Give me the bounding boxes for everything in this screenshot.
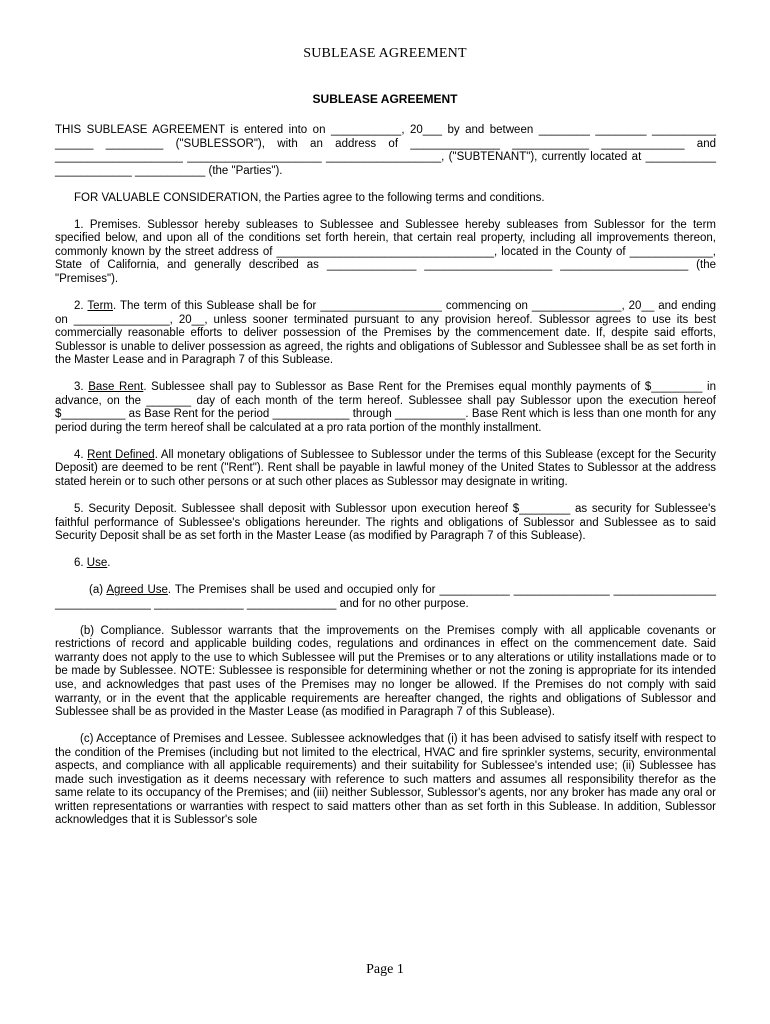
section-2-number: 2. (74, 299, 88, 312)
intro-paragraph: THIS SUBLEASE AGREEMENT is entered into on ___________, 20___ by and between ________ ________ __________ ______ _________ ("SUBLESSOR"), with an address of ______________ ____________ _____________ and ____________________ _____________________ __________________, ("SUBTENANT"), currently located at ___________ ____________ ___________ (the "Parties"). (55, 124, 716, 177)
section-3-heading: Base Rent (88, 381, 144, 394)
section-6-number: 6. (74, 557, 87, 570)
section-3-number: 3. (74, 381, 89, 394)
section-6a-number: (a) (89, 584, 107, 597)
section-1-premises (55, 219, 716, 287)
section-6a-agreed-use (55, 584, 716, 611)
section-4-number: 4. (74, 448, 88, 461)
section-3-base-rent (55, 381, 716, 435)
section-4-rent-defined (55, 449, 716, 490)
section-6a-heading: Agreed Use (106, 584, 168, 597)
running-header: SUBLEASE AGREEMENT (303, 46, 467, 61)
section-2-heading: Term (87, 299, 113, 312)
section-3-text: . Sublessee shall pay to Sublessor as Base Rent for the Premises equal monthly payments of $________ in advance, on the _______ day of each month of the term hereof. Sublessee shall pay Sublessor upon the execution hereof $__________ as Base Rent for the period ____________ through ___________. Base Rent which is less than one month for any period during the term hereof shall be calculated at a pro rata portion of the monthly installment. (55, 381, 716, 434)
section-6b-compliance: (b) Compliance. Sublessor warrants that the improvements on the Premises comply with all applicable covenants or restrictions of record and applicable building codes, regulations and ordinances in effect on the commencement date. Said warranty does not apply to the use to which Sublessee will put the Premises or to any alterations or utility installations made or to be made by Sublessee. NOTE: Sublessee is responsible for determining whether or not the zoning is appropriate for its intended use, and acknowledges that past uses of the Premises may no longer be allowed. If the Premises do not comply with said warranty, or in the event that the applicable requirements are hereafter changed, the rights and obligations of Sublessor and Sublessee shall be as provided in the Master Lease (as modified in Paragraph 7 of this Sublease). (55, 624, 716, 719)
section-2-text: . The term of this Sublease shall be for ___________________ commencing on ______________, 20__ and ending on _______________, 20__, unless sooner terminated pursuant to any provision hereof. Sublessor agrees to use its best commercially reasonable efforts to deliver possession of the Premises by the commencement date. If, despite said efforts, Sublessor is unable to deliver possession as agreed, the rights and obligations of Sublessor and Sublessee shall be as set forth in the Master Lease and in Paragraph 7 of this Sublease. (55, 299, 717, 367)
section-5-text: Sublessee shall deposit with Sublessor upon execution hereof $________ as security for Sublessee's faithful performance of Sublessee's obligations hereunder. The rights and obligations of Sublessor and Sublessee as to said Security Deposit shall be as set forth in the Master Lease (as modified by Paragraph 7 of this Sublease). (55, 503, 717, 543)
section-6c-acceptance: (c) Acceptance of Premises and Lessee. Sublessee acknowledges that (i) it has been advised to satisfy itself with respect to the condition of the Premises (including but not limited to the electrical, HVAC and fire sprinkler systems, security, environmental aspects, and compliance with all applicable requirements) and their suitability for Sublessee's intended use; (ii) Sublessee has made such investigation as it deems necessary with reference to such matters and assumes all responsibility therefor as the same relate to its occupancy of the Premises; and (iii) neither Sublessor, Sublessor's agents, nor any broker has made any oral or written representations or warranties with respect to said matters other than as set forth in this Sublease. In addition, Sublessor acknowledges that it is Sublessor's sole (55, 733, 716, 827)
page-number: Page 1 (366, 962, 404, 977)
section-1-lead: 1. Premises. (74, 218, 148, 231)
section-5-lead: 5. Security Deposit. (74, 503, 182, 516)
section-2-term (55, 300, 716, 368)
section-6-heading: Use (86, 557, 108, 570)
section-4-heading: Rent Defined (87, 448, 155, 461)
section-5-security-deposit (55, 503, 716, 544)
section-1-text: Sublessor hereby subleases to Sublessee and Sublessee hereby subleases from Sublessor for the term specified below, and upon all of the conditions set forth herein, that certain real property, including all improvements thereon, commonly known by the street address of __________________________________, located in the County of _____________, State of California, and generally described as ______________ ____________________ ____________________ (the "Premises"). (55, 218, 716, 285)
document-title: SUBLEASE AGREEMENT (312, 92, 458, 106)
section-6-tail: . (107, 557, 111, 570)
document-body (55, 124, 716, 841)
consideration-paragraph: FOR VALUABLE CONSIDERATION, the Parties agree to the following terms and conditions. (74, 191, 545, 204)
section-6a-text: . The Premises shall be used and occupied only for ___________ _______________ ________________ _______________ ______________ ______________ and for no other purpose. (55, 584, 716, 610)
section-6-use (55, 557, 716, 571)
section-4-text: . All monetary obligations of Sublessee to Sublessor under the terms of this Sublease (except for the Security Deposit) are deemed to be rent ("Rent"). Rent shall be payable in lawful money of the United States to Sublessor at the address stated herein or to such other persons or at such other places as Sublessor may designate in writing. (55, 448, 716, 488)
